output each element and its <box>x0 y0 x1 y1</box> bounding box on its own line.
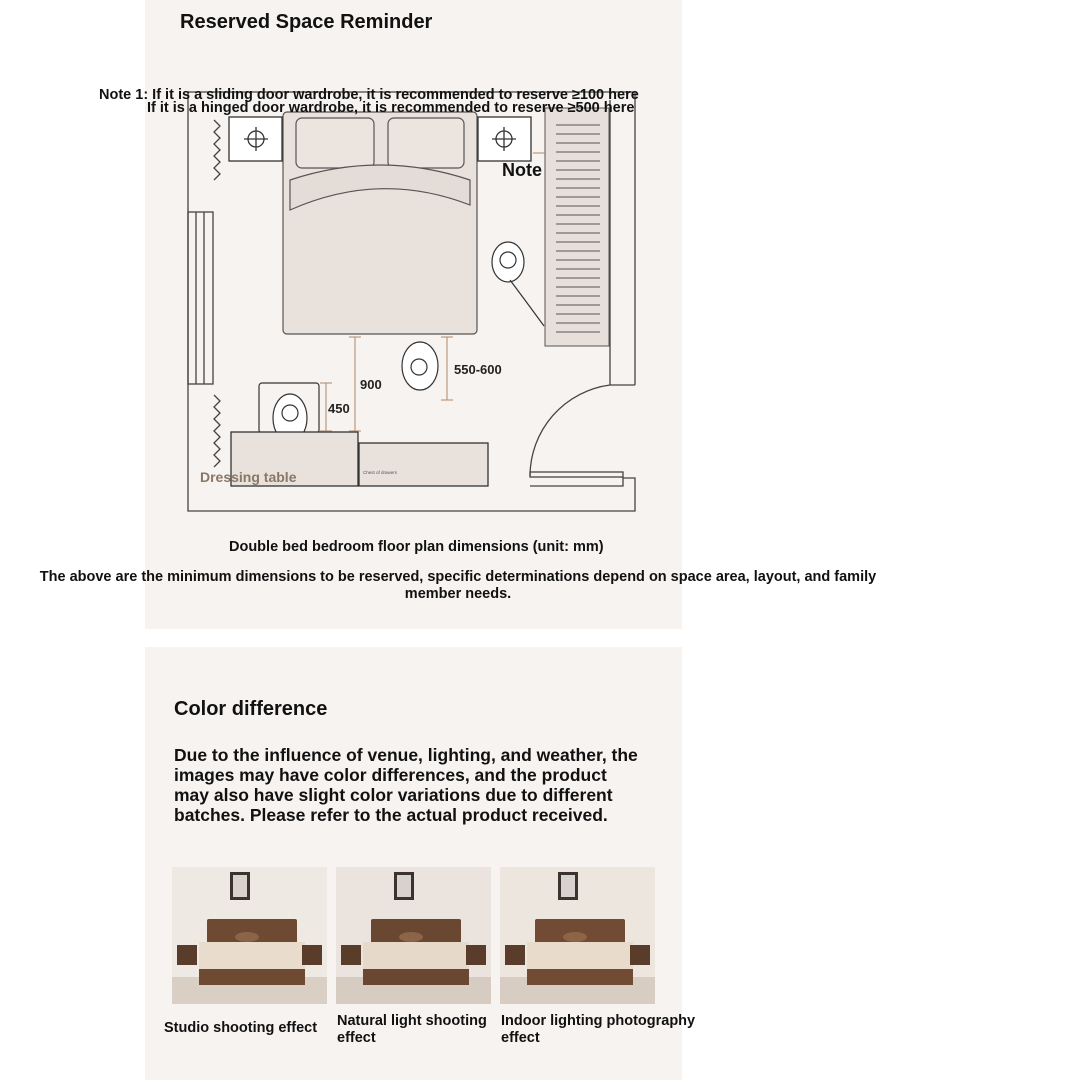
dim-550-600: 550-600 <box>454 362 502 377</box>
chest-of-drawers-label: Chest of drawers <box>363 470 398 475</box>
dim-450: 450 <box>328 401 350 416</box>
note-line-1: Note 1: If it is a sliding door wardrobe, it is recommended to reserve ≥100 here <box>99 87 639 103</box>
photo-caption-indoor: Indoor lighting photography effect <box>501 1013 696 1046</box>
reserved-space-title: Reserved Space Reminder <box>180 11 433 33</box>
photo-caption-studio: Studio shooting effect <box>164 1020 318 1036</box>
natural-light-photo <box>336 867 491 1004</box>
dim-900: 900 <box>360 377 382 392</box>
studio-photo <box>172 867 327 1004</box>
photo-caption-natural: Natural light shooting effect <box>337 1013 487 1046</box>
plan-note-label: Note <box>502 160 542 180</box>
bed <box>283 112 477 334</box>
disclaimer-text: The above are the minimum dimensions to be reserved, specific determinations depend on space area, layout, and family member needs. <box>39 569 877 602</box>
indoor-lighting-photo <box>500 867 655 1004</box>
color-difference-body: Due to the influence of venue, lighting, and weather, the images may have color differences, and the product may also have slight color variations due to different batches. Please refer to the actual product received. <box>174 745 638 825</box>
dressing-table-label: Dressing table <box>200 469 297 485</box>
note-line-2: If it is a hinged door wardrobe, it is recommended to reserve ≥500 here <box>147 100 635 116</box>
plan-caption: Double bed bedroom floor plan dimensions (unit: mm) <box>229 539 604 555</box>
color-difference-title: Color difference <box>174 698 328 720</box>
